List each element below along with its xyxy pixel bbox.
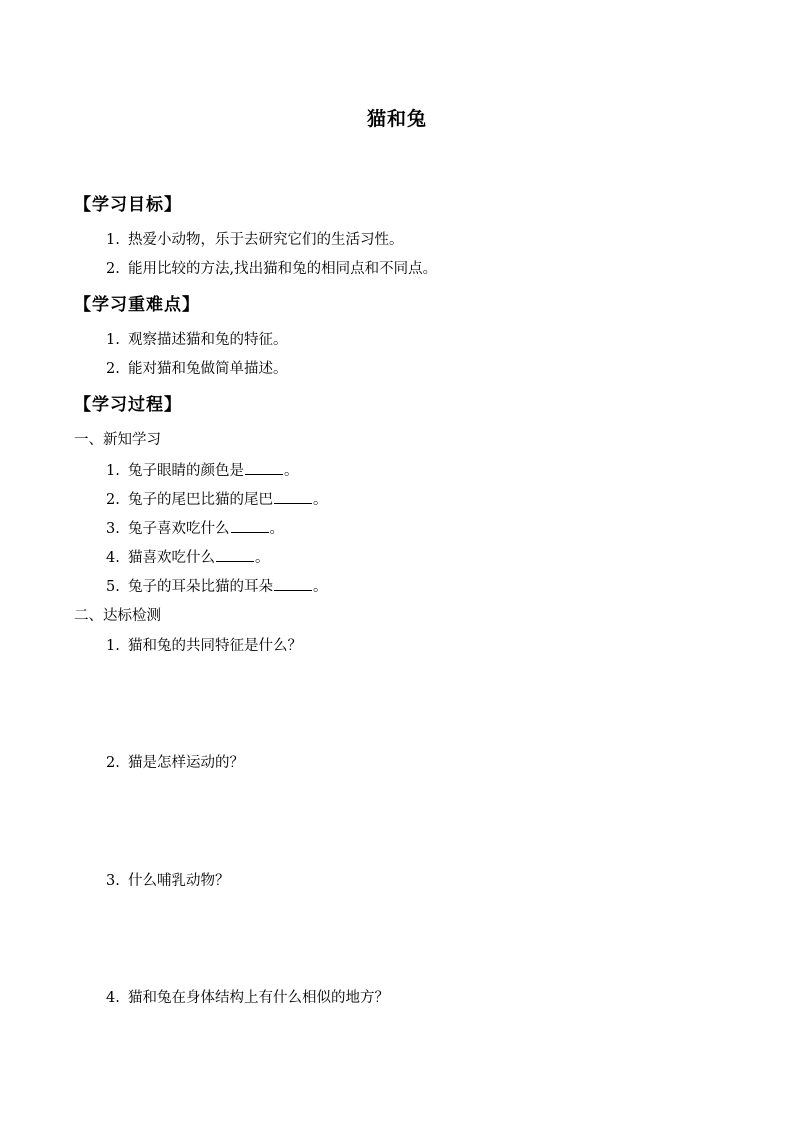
item-number: 3. bbox=[106, 521, 120, 537]
item-number: 1. bbox=[106, 332, 120, 348]
fill-in-item-1 bbox=[106, 460, 299, 481]
item-text: 什么哺乳动物？ bbox=[128, 873, 230, 889]
section-assessment: 二、达标检测 bbox=[74, 608, 161, 624]
key-point-item-2 bbox=[106, 359, 288, 379]
item-text: 猫是怎样运动的？ bbox=[128, 755, 244, 771]
item-text-end: 。 bbox=[313, 579, 328, 595]
item-number: 4. bbox=[106, 990, 120, 1006]
key-point-item-1 bbox=[106, 330, 288, 350]
item-number: 2. bbox=[106, 361, 120, 377]
page-title: 猫和兔 bbox=[366, 108, 427, 130]
answer-blank[interactable] bbox=[245, 460, 283, 475]
item-text: 兔子的耳朵比猫的耳朵 bbox=[128, 579, 273, 595]
question-item-1 bbox=[106, 636, 302, 656]
item-text-end: 。 bbox=[269, 521, 284, 537]
item-number: 1. bbox=[106, 638, 120, 654]
answer-blank[interactable] bbox=[216, 547, 254, 562]
fill-in-item-5 bbox=[106, 576, 328, 597]
question-item-4 bbox=[106, 988, 389, 1008]
item-text: 兔子喜欢吃什么 bbox=[128, 521, 230, 537]
item-text: 猫喜欢吃什么 bbox=[128, 550, 215, 566]
item-text: 兔子眼睛的颜色是 bbox=[128, 463, 244, 479]
answer-blank[interactable] bbox=[231, 518, 269, 533]
heading-learning-goals: 【学习目标】 bbox=[74, 195, 182, 215]
fill-in-item-3 bbox=[106, 518, 284, 539]
answer-blank[interactable] bbox=[274, 576, 312, 591]
item-text: 观察描述猫和兔的特征。 bbox=[128, 332, 288, 348]
item-number: 1. bbox=[106, 232, 120, 248]
item-text-end: 。 bbox=[255, 550, 270, 566]
item-text-end: 。 bbox=[313, 492, 328, 508]
heading-key-points: 【学习重难点】 bbox=[74, 295, 200, 315]
item-number: 3. bbox=[106, 873, 120, 889]
item-text: 能对猫和兔做简单描述。 bbox=[128, 361, 288, 377]
heading-learning-process: 【学习过程】 bbox=[74, 395, 182, 415]
item-text: 热爱小动物，乐于去研究它们的生活习性。 bbox=[128, 232, 404, 248]
item-text: 能用比较的方法,找出猫和兔的相同点和不同点。 bbox=[128, 261, 438, 277]
item-number: 2. bbox=[106, 261, 120, 277]
goal-item-2 bbox=[106, 259, 437, 279]
item-number: 5. bbox=[106, 579, 120, 595]
item-number: 1. bbox=[106, 463, 120, 479]
fill-in-item-4 bbox=[106, 547, 270, 568]
item-text: 猫和兔的共同特征是什么？ bbox=[128, 638, 302, 654]
section-new-knowledge: 一、新知学习 bbox=[74, 432, 161, 448]
item-number: 2. bbox=[106, 492, 120, 508]
goal-item-1 bbox=[106, 230, 404, 250]
item-text: 猫和兔在身体结构上有什么相似的地方？ bbox=[128, 990, 389, 1006]
answer-blank[interactable] bbox=[274, 489, 312, 504]
item-number: 4. bbox=[106, 550, 120, 566]
item-text-end: 。 bbox=[284, 463, 299, 479]
item-number: 2. bbox=[106, 755, 120, 771]
fill-in-item-2 bbox=[106, 489, 328, 510]
item-text: 兔子的尾巴比猫的尾巴 bbox=[128, 492, 273, 508]
question-item-2 bbox=[106, 753, 244, 773]
question-item-3 bbox=[106, 871, 230, 891]
